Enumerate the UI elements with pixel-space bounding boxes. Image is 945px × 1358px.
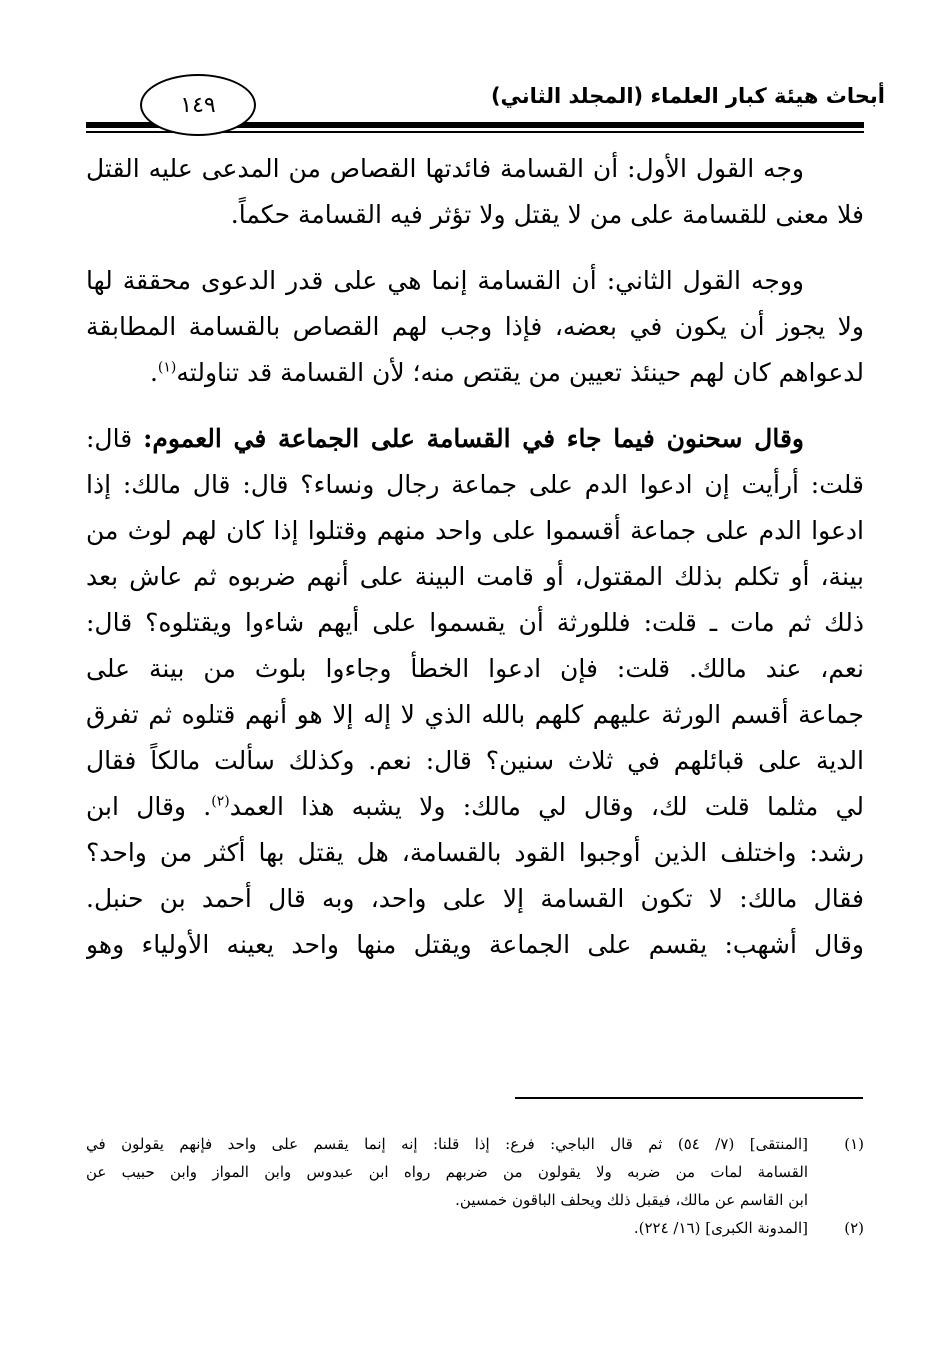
text-line: فقال مالك: لا تكون القسامة إلا على واحد، وبه قال أحمد بن حنبل.	[86, 884, 864, 913]
footnote-line: القسامة لمات من ضربه ولا يقولون من ضربهم رواه ابن عبدوس وابن المواز وابن حبيب عن	[86, 1163, 808, 1181]
footnotes	[86, 1130, 864, 1242]
footnote-line: [المنتقى] (٧/ ٥٤) ثم قال الباجي: فرع: إذا قلنا: إنه إنما يقسم على واحد فإنهم يقولون في	[86, 1135, 808, 1153]
text-line: نعم، عند مالك. قلت: فإن ادعوا الخطأ وجاءوا بلوث من بينة على	[86, 654, 864, 683]
text-line: ادعوا الدم على جماعة أقسموا على واحد منهم وقتلوا إذا كان لهم لوث من	[86, 516, 864, 545]
footnote-separator	[515, 1097, 863, 1099]
footnote-2	[86, 1214, 864, 1242]
text-line: جماعة أقسم الورثة عليهم كلهم بالله الذي لا إله إلا هو أنهم قتلوه ثم تفرق	[86, 700, 864, 729]
text-line: ولا يجوز أن يكون في بعضه، فإذا وجب لهم القصاص بالقسامة المطابقة	[86, 312, 864, 341]
text-segment: . وقال ابن	[86, 792, 212, 821]
footnote-number: (١)	[844, 1135, 864, 1153]
text-line: قلت: أرأيت إن ادعوا الدم على جماعة رجال ونساء؟ قال: قال مالك: إذا	[86, 470, 864, 499]
page-number: ١٤٩	[180, 92, 216, 118]
footnote-number: (٢)	[844, 1219, 864, 1237]
footnote-line: [المدونة الكبرى] (١٦/ ٢٢٤).	[633, 1219, 808, 1237]
paragraph-2	[86, 258, 864, 396]
bold-lead-text: وقال سحنون فيما جاء في القسامة على الجماعة في العموم:	[143, 424, 804, 453]
running-header-title: أبحاث هيئة كبار العلماء (المجلد الثاني)	[490, 84, 885, 108]
text-line: لدعواهم كان لهم حينئذ تعيين من يقتص منه؛ لأن القسامة قد تناولته$^{(١)}$.	[149, 358, 864, 387]
paragraph-3	[86, 416, 864, 968]
text-line	[86, 784, 864, 830]
body-text	[86, 146, 864, 968]
text-segment: قال:	[86, 424, 144, 453]
text-line: فلا معنى للقسامة على من لا يقتل ولا تؤثر فيه القسامة حكماً.	[230, 200, 864, 229]
footnote-marker-1[interactable]: (١)	[157, 359, 177, 376]
page-number-oval	[140, 74, 256, 136]
footnote-line: ابن القاسم عن مالك، فيقبل ذلك ويحلف الباقون خمسين.	[455, 1191, 808, 1209]
footnote-1	[86, 1130, 864, 1214]
text-line: رشد: واختلف الذين أوجبوا القود بالقسامة، هل يقتل بها أكثر من واحد؟	[86, 838, 864, 867]
text-line: ذلك ثم مات ـ قلت: فللورثة أن يقسموا على أيهم شاءوا ويقتلوه؟ قال:	[86, 608, 864, 637]
text-line: الدية على قبائلهم في ثلاث سنين؟ قال: نعم. وكذلك سألت مالكاً فقال	[86, 746, 864, 775]
text-line: وجه القول الأول: أن القسامة فائدتها القصاص من المدعى عليه القتل	[86, 154, 804, 183]
text-line: وقال أشهب: يقسم على الجماعة ويقتل منها واحد يعينه الأولياء وهو	[86, 930, 864, 959]
footnote-marker-2[interactable]: (٢)	[211, 793, 230, 810]
text-line: ووجه القول الثاني: أن القسامة إنما هي على قدر الدعوى محققة لها	[86, 266, 804, 295]
text-segment: لدعواهم كان لهم حينئذ تعيين من يقتص منه؛ لأن القسامة قد تناولته	[176, 358, 864, 387]
text-segment: لي مثلما قلت لك، وقال لي مالك: ولا يشبه هذا العمد	[229, 792, 864, 821]
text-line	[86, 416, 864, 462]
paragraph-1	[86, 146, 864, 238]
text-line: بينة، أو تكلم بذلك المقتول، أو قامت البينة على أنهم ضربوه ثم عاش بعد	[86, 562, 864, 591]
